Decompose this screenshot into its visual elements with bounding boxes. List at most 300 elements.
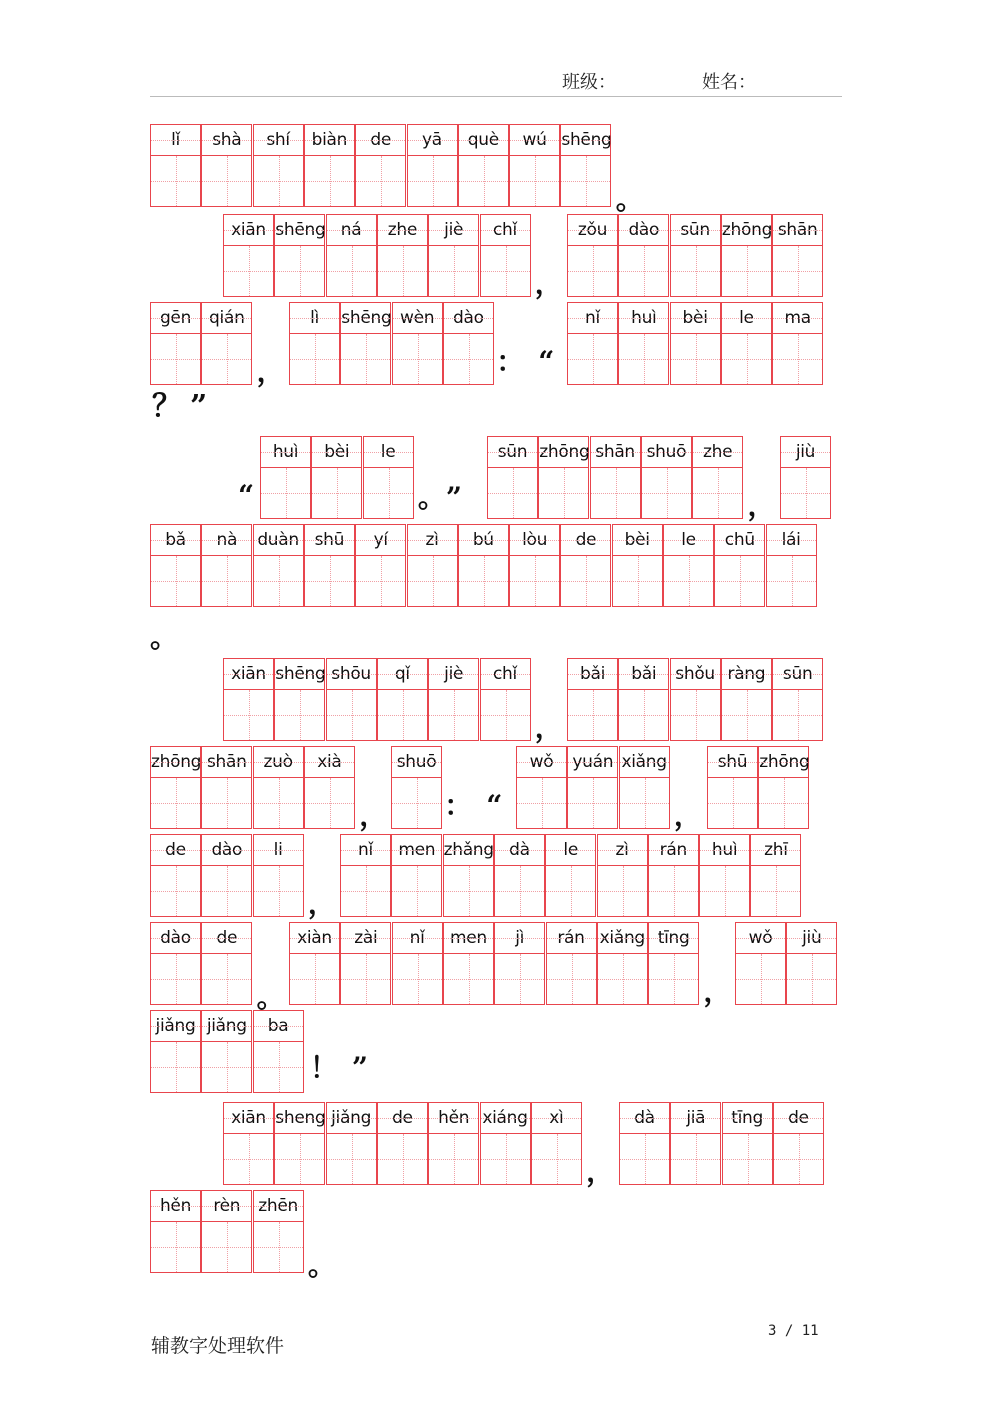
pinyin-label: què [459, 125, 508, 156]
character-box[interactable] [224, 690, 273, 740]
character-box[interactable] [620, 778, 669, 828]
writing-cell[interactable] [772, 302, 823, 385]
writing-cell[interactable] [274, 658, 325, 741]
writing-cell[interactable] [670, 214, 721, 297]
pinyin-label: zì [598, 835, 647, 866]
writing-cell[interactable] [560, 124, 611, 207]
character-box[interactable] [568, 778, 617, 828]
writing-cell[interactable] [260, 436, 311, 519]
writing-cell[interactable] [721, 302, 772, 385]
character-box[interactable] [773, 246, 822, 296]
punctuation-after: ， [586, 1155, 629, 1188]
character-box[interactable] [532, 1134, 581, 1184]
writing-cell[interactable] [458, 124, 509, 207]
writing-cell[interactable] [670, 1102, 721, 1185]
writing-cell[interactable] [758, 746, 809, 829]
character-box[interactable] [151, 778, 200, 828]
character-box[interactable] [305, 556, 354, 606]
character-box[interactable] [444, 866, 493, 916]
character-box[interactable] [254, 1222, 303, 1272]
character-box[interactable] [378, 1134, 427, 1184]
character-box[interactable] [481, 246, 530, 296]
writing-cell[interactable] [201, 1010, 252, 1093]
writing-cell[interactable] [567, 658, 618, 741]
writing-cell[interactable] [201, 302, 252, 385]
punctuation-before: “ [238, 479, 255, 512]
character-box[interactable] [787, 954, 836, 1004]
character-box[interactable] [671, 246, 720, 296]
character-box[interactable] [341, 866, 390, 916]
writing-cell[interactable] [340, 922, 391, 1005]
pinyin-label: nà [202, 525, 251, 556]
character-box[interactable] [759, 778, 808, 828]
pinyin-label: shēng [341, 303, 390, 334]
pinyin-label: bú [459, 525, 508, 556]
writing-cell[interactable] [509, 524, 560, 607]
character-box[interactable] [459, 556, 508, 606]
character-box[interactable] [341, 954, 390, 1004]
writing-cell[interactable] [721, 658, 772, 741]
character-box[interactable] [202, 866, 251, 916]
character-box[interactable] [254, 778, 303, 828]
character-box[interactable] [671, 1134, 720, 1184]
writing-cell[interactable] [289, 922, 340, 1005]
character-box[interactable] [708, 778, 757, 828]
writing-cell[interactable] [597, 922, 648, 1005]
pinyin-label: shēng [275, 659, 324, 690]
pinyin-label: de [202, 923, 251, 954]
character-box[interactable] [510, 156, 559, 206]
pinyin-label: xiàn [290, 923, 339, 954]
writing-cell[interactable] [480, 1102, 531, 1185]
pinyin-label: li [254, 835, 303, 866]
pinyin-label: zhǎng [444, 835, 493, 866]
writing-cell[interactable] [201, 834, 252, 917]
writing-cell[interactable] [340, 302, 391, 385]
character-box[interactable] [598, 866, 647, 916]
writing-cell[interactable] [619, 1102, 670, 1185]
character-box[interactable] [722, 334, 771, 384]
writing-cell[interactable] [641, 436, 692, 519]
character-box[interactable] [619, 334, 668, 384]
writing-cell[interactable] [428, 214, 479, 297]
character-box[interactable] [151, 556, 200, 606]
pinyin-label: xiān [224, 215, 273, 246]
character-box[interactable] [619, 246, 668, 296]
character-box[interactable] [393, 334, 442, 384]
writing-cell[interactable] [443, 834, 494, 917]
character-box[interactable] [202, 778, 251, 828]
character-box[interactable] [254, 1042, 303, 1092]
writing-cell[interactable] [392, 302, 443, 385]
character-box[interactable] [392, 778, 441, 828]
writing-cell[interactable] [407, 124, 458, 207]
writing-cell[interactable] [150, 1010, 201, 1093]
character-box[interactable] [723, 1134, 772, 1184]
character-box[interactable] [254, 156, 303, 206]
writing-cell[interactable] [326, 1102, 377, 1185]
pinyin-label: huì [700, 835, 749, 866]
pinyin-label: huì [619, 303, 668, 334]
writing-cell[interactable] [428, 658, 479, 741]
pinyin-label: tīng [723, 1103, 772, 1134]
character-box[interactable] [495, 954, 544, 1004]
character-box[interactable] [642, 468, 691, 518]
writing-cell[interactable] [670, 302, 721, 385]
character-box[interactable] [261, 468, 310, 518]
pinyin-label: shǒu [671, 659, 720, 690]
writing-cell[interactable] [618, 214, 669, 297]
writing-cell[interactable] [223, 1102, 274, 1185]
writing-cell[interactable] [150, 124, 201, 207]
pinyin-label: shà [202, 125, 251, 156]
writing-cell[interactable] [150, 524, 201, 607]
writing-cell[interactable] [546, 922, 597, 1005]
pinyin-label: yí [356, 525, 405, 556]
pinyin-label: zhōng [759, 747, 808, 778]
writing-cell[interactable] [458, 524, 509, 607]
writing-cell[interactable] [274, 214, 325, 297]
character-box[interactable] [568, 246, 617, 296]
character-box[interactable] [517, 778, 566, 828]
writing-cell[interactable] [487, 436, 538, 519]
character-box[interactable] [392, 866, 441, 916]
pinyin-label: hěn [151, 1191, 200, 1222]
writing-cell[interactable] [304, 746, 355, 829]
character-box[interactable] [224, 1134, 273, 1184]
character-box[interactable] [151, 334, 200, 384]
writing-cell[interactable] [721, 214, 772, 297]
writing-cell[interactable] [735, 922, 786, 1005]
character-box[interactable] [459, 156, 508, 206]
writing-cell[interactable] [443, 922, 494, 1005]
punctuation-after: ， [307, 887, 350, 920]
character-box[interactable] [671, 334, 720, 384]
character-box[interactable] [151, 156, 200, 206]
writing-cell[interactable] [773, 1102, 824, 1185]
pinyin-label: le [364, 437, 413, 468]
character-box[interactable] [444, 334, 493, 384]
punctuation-after: 。 [256, 981, 299, 1014]
pinyin-label: huì [261, 437, 310, 468]
character-box[interactable] [598, 954, 647, 1004]
writing-cell[interactable] [304, 124, 355, 207]
writing-cell[interactable] [538, 436, 589, 519]
character-box[interactable] [444, 954, 493, 1004]
character-box[interactable] [290, 954, 339, 1004]
pinyin-label: wǒ [517, 747, 566, 778]
writing-cell[interactable] [253, 1190, 304, 1273]
writing-cell[interactable] [722, 1102, 773, 1185]
character-box[interactable] [649, 866, 698, 916]
writing-cell[interactable] [340, 834, 391, 917]
pinyin-label: chū [715, 525, 764, 556]
character-box[interactable] [393, 954, 442, 1004]
writing-cell[interactable] [567, 302, 618, 385]
character-box[interactable] [364, 468, 413, 518]
writing-cell[interactable] [377, 214, 428, 297]
writing-cell[interactable] [289, 302, 340, 385]
writing-cell[interactable] [201, 124, 252, 207]
character-box[interactable] [736, 954, 785, 1004]
writing-cell[interactable] [150, 302, 201, 385]
pinyin-label: shān [773, 215, 822, 246]
character-box[interactable] [275, 1134, 324, 1184]
character-box[interactable] [722, 690, 771, 740]
writing-cell[interactable] [443, 302, 494, 385]
character-box[interactable] [495, 866, 544, 916]
character-box[interactable] [700, 866, 749, 916]
writing-cell[interactable] [560, 524, 611, 607]
writing-cell[interactable] [545, 834, 596, 917]
pinyin-label: duàn [254, 525, 303, 556]
pinyin-label: wèn [393, 303, 442, 334]
writing-cell[interactable] [150, 922, 201, 1005]
writing-cell[interactable] [612, 524, 663, 607]
character-box[interactable] [312, 468, 361, 518]
character-box[interactable] [510, 556, 559, 606]
character-box[interactable] [488, 468, 537, 518]
writing-cell[interactable] [750, 834, 801, 917]
character-box[interactable] [664, 556, 713, 606]
writing-cell[interactable] [663, 524, 714, 607]
character-box[interactable] [305, 778, 354, 828]
writing-cell[interactable] [494, 834, 545, 917]
character-box[interactable] [591, 468, 640, 518]
pinyin-label: jiǎng [202, 1011, 251, 1042]
character-box[interactable] [408, 156, 457, 206]
writing-cell[interactable] [619, 746, 670, 829]
character-box[interactable] [649, 954, 698, 1004]
character-box[interactable] [561, 156, 610, 206]
writing-cell[interactable] [253, 124, 304, 207]
writing-cell[interactable] [531, 1102, 582, 1185]
pinyin-label: jiā [671, 1103, 720, 1134]
pinyin-label: le [546, 835, 595, 866]
writing-cell[interactable] [772, 658, 823, 741]
writing-cell[interactable] [150, 746, 201, 829]
pinyin-label: jiè [429, 215, 478, 246]
writing-cell[interactable] [692, 436, 743, 519]
writing-cell[interactable] [201, 1190, 252, 1273]
pinyin-label: shōu [327, 659, 376, 690]
pinyin-label: dà [620, 1103, 669, 1134]
pinyin-label: ná [327, 215, 376, 246]
character-box[interactable] [773, 334, 822, 384]
pinyin-label: wǒ [736, 923, 785, 954]
writing-cell[interactable] [648, 834, 699, 917]
pinyin-label: shí [254, 125, 303, 156]
pinyin-label: jì [495, 923, 544, 954]
writing-cell[interactable] [355, 124, 406, 207]
punctuation-after: ， [256, 355, 299, 388]
pinyin-label: chǐ [481, 215, 530, 246]
character-box[interactable] [224, 246, 273, 296]
pinyin-label: sūn [773, 659, 822, 690]
writing-cell[interactable] [509, 124, 560, 207]
writing-cell[interactable] [480, 658, 531, 741]
punctuation-after: 。” [417, 481, 476, 514]
character-box[interactable] [539, 468, 588, 518]
writing-cell[interactable] [355, 524, 406, 607]
pinyin-label: bǎi [568, 659, 617, 690]
character-box[interactable] [774, 1134, 823, 1184]
pinyin-label: de [561, 525, 610, 556]
punctuation-after: ， [673, 799, 716, 832]
writing-cell[interactable] [590, 436, 641, 519]
character-box[interactable] [568, 334, 617, 384]
character-box[interactable] [773, 690, 822, 740]
pinyin-label: lǐ [151, 125, 200, 156]
pinyin-label: jiù [787, 923, 836, 954]
character-box[interactable] [356, 556, 405, 606]
writing-cell[interactable] [326, 214, 377, 297]
writing-cell[interactable] [377, 658, 428, 741]
character-box[interactable] [151, 866, 200, 916]
pinyin-label: bèi [671, 303, 720, 334]
writing-cell[interactable] [253, 834, 304, 917]
pinyin-label: sūn [488, 437, 537, 468]
pinyin-label: de [356, 125, 405, 156]
writing-cell[interactable] [699, 834, 750, 917]
punctuation-after: ， [359, 799, 402, 832]
writing-cell[interactable] [201, 746, 252, 829]
pinyin-label: yuán [568, 747, 617, 778]
writing-cell[interactable] [772, 214, 823, 297]
writing-cell[interactable] [670, 658, 721, 741]
character-box[interactable] [561, 556, 610, 606]
character-box[interactable] [619, 690, 668, 740]
character-box[interactable] [715, 556, 764, 606]
character-box[interactable] [202, 556, 251, 606]
character-box[interactable] [547, 954, 596, 1004]
character-box[interactable] [202, 1042, 251, 1092]
pinyin-label: ràng [722, 659, 771, 690]
character-box[interactable] [781, 468, 830, 518]
writing-cell[interactable] [150, 834, 201, 917]
character-box[interactable] [546, 866, 595, 916]
character-box[interactable] [254, 556, 303, 606]
character-box[interactable] [671, 690, 720, 740]
character-box[interactable] [254, 866, 303, 916]
character-box[interactable] [408, 556, 457, 606]
writing-cell[interactable] [223, 658, 274, 741]
writing-cell[interactable] [516, 746, 567, 829]
character-box[interactable] [275, 690, 324, 740]
pinyin-label: shān [591, 437, 640, 468]
writing-cell[interactable] [201, 922, 252, 1005]
writing-cell[interactable] [494, 922, 545, 1005]
pinyin-label: xiǎng [620, 747, 669, 778]
character-box[interactable] [327, 690, 376, 740]
pinyin-label: dà [495, 835, 544, 866]
character-box[interactable] [202, 334, 251, 384]
writing-cell[interactable] [428, 1102, 479, 1185]
character-box[interactable] [290, 334, 339, 384]
writing-cell[interactable] [274, 1102, 325, 1185]
writing-cell[interactable] [391, 746, 442, 829]
writing-cell[interactable] [304, 524, 355, 607]
character-box[interactable] [356, 156, 405, 206]
character-box[interactable] [751, 866, 800, 916]
pinyin-label: zì [408, 525, 457, 556]
punctuation-after: ：“ [444, 789, 517, 822]
writing-cell[interactable] [597, 834, 648, 917]
character-box[interactable] [202, 156, 251, 206]
character-box[interactable] [613, 556, 662, 606]
writing-cell[interactable] [150, 1190, 201, 1273]
writing-cell[interactable] [480, 214, 531, 297]
character-box[interactable] [429, 246, 478, 296]
character-box[interactable] [202, 954, 251, 1004]
pinyin-label: zǒu [568, 215, 617, 246]
pinyin-label: rèn [202, 1191, 251, 1222]
name-label: 姓名： [702, 72, 756, 93]
pinyin-label: jiǎng [327, 1103, 376, 1134]
writing-cell[interactable] [707, 746, 758, 829]
pinyin-label: shuō [392, 747, 441, 778]
character-box[interactable] [305, 156, 354, 206]
writing-cell[interactable] [780, 436, 831, 519]
writing-cell[interactable] [363, 436, 414, 519]
writing-cell[interactable] [392, 922, 443, 1005]
character-box[interactable] [722, 246, 771, 296]
pinyin-label: ba [254, 1011, 303, 1042]
character-box[interactable] [620, 1134, 669, 1184]
character-box[interactable] [151, 1042, 200, 1092]
character-box[interactable] [481, 690, 530, 740]
character-box[interactable] [327, 1134, 376, 1184]
character-box[interactable] [481, 1134, 530, 1184]
writing-cell[interactable] [311, 436, 362, 519]
character-box[interactable] [202, 1222, 251, 1272]
character-box[interactable] [327, 246, 376, 296]
character-box[interactable] [429, 690, 478, 740]
pinyin-label: men [444, 923, 493, 954]
writing-cell[interactable] [377, 1102, 428, 1185]
writing-cell[interactable] [407, 524, 458, 607]
pinyin-label: lòu [510, 525, 559, 556]
writing-cell[interactable] [253, 746, 304, 829]
writing-cell[interactable] [786, 922, 837, 1005]
writing-cell[interactable] [766, 524, 817, 607]
writing-cell[interactable] [253, 524, 304, 607]
character-box[interactable] [151, 1222, 200, 1272]
writing-cell[interactable] [391, 834, 442, 917]
writing-cell[interactable] [253, 1010, 304, 1093]
character-box[interactable] [378, 246, 427, 296]
character-box[interactable] [378, 690, 427, 740]
writing-cell[interactable] [714, 524, 765, 607]
character-box[interactable] [275, 246, 324, 296]
character-box[interactable] [767, 556, 816, 606]
pinyin-label: zhōng [539, 437, 588, 468]
character-box[interactable] [429, 1134, 478, 1184]
writing-cell[interactable] [201, 524, 252, 607]
writing-cell[interactable] [618, 658, 669, 741]
character-box[interactable] [568, 690, 617, 740]
writing-cell[interactable] [223, 214, 274, 297]
writing-cell[interactable] [618, 302, 669, 385]
character-box[interactable] [151, 954, 200, 1004]
character-box[interactable] [693, 468, 742, 518]
character-box[interactable] [341, 334, 390, 384]
writing-cell[interactable] [326, 658, 377, 741]
writing-cell[interactable] [567, 214, 618, 297]
writing-cell[interactable] [648, 922, 699, 1005]
pinyin-label: nǐ [341, 835, 390, 866]
writing-cell[interactable] [567, 746, 618, 829]
